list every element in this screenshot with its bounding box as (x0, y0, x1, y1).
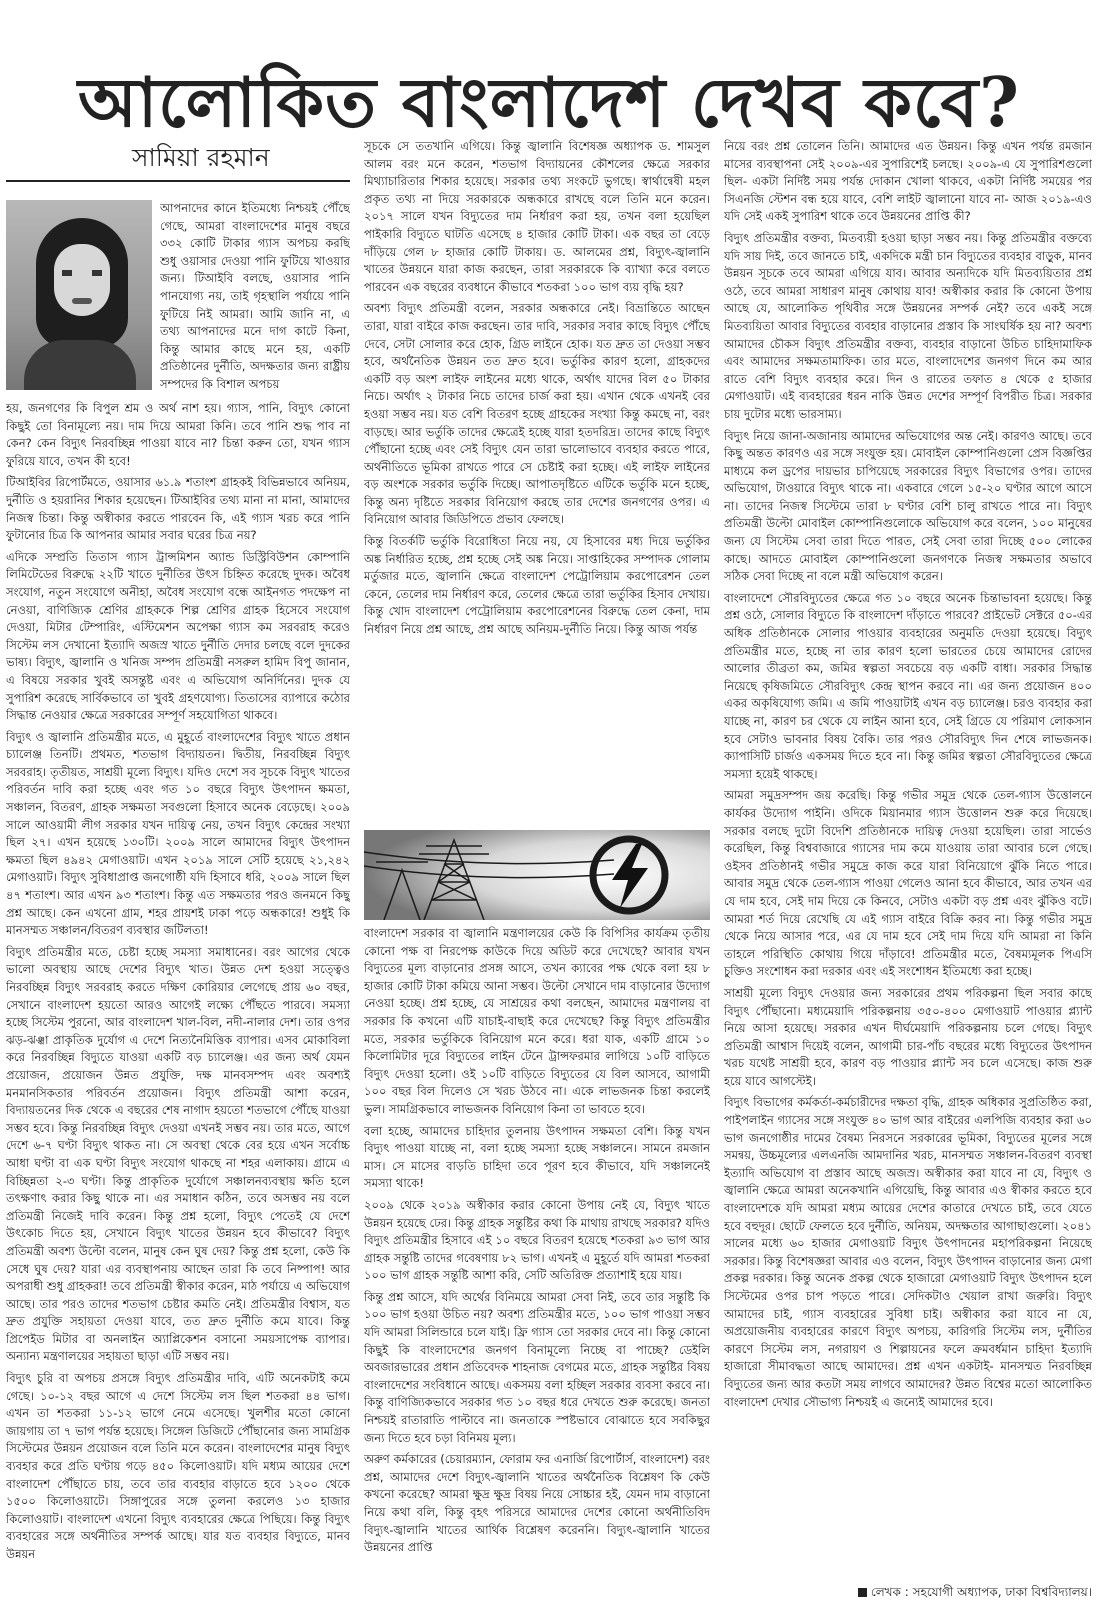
author-byline: সামিয়া রহমান (132, 143, 270, 172)
paragraph: কিন্তু বিতর্কটি ভর্তুকি বিরোধিতা নিয়ে নয়, যে হিসাবের মধ্য দিয়ে ভর্তুকির অঙ্ক নির্ধারিত হচ্ছে, প্রশ্ন হচ্ছে সেই অঙ্ক নিয়ে। সাপ্তাহিকের সম্পাদক গোলাম মর্তুজার মতে, জ্বালানি ক্ষেত্রে বাংলাদেশ পেট্রোলিয়াম করপোরেশন তেল কেনে, তেলের দাম নির্ধারণ করে, তেলের ক্ষেত্রে তারা ভর্তুকির হিসাব দেখায়। কিন্তু খোদ বাংলাদেশ পেট্রোলিয়াম করপোরেশনের বিরুদ্ধে তেল কেনা, দাম নির্ধারণ নিয়ে প্রশ্ন আছে, প্রশ্ন আছে অনিয়ম-দুর্নীতি নিয়ে। কিন্তু আজ পর্যন্ত (364, 534, 710, 637)
paragraph: টিআইবির রিপোর্টমতে, ওয়াসার ৬১.৯ শতাংশ গ্রাহকই বিভিন্নভাবে অনিয়ম, দুর্নীতি ও হয়রানির শিকার হয়েছেন। টিআইবির তথ্য মানা না মানা, আমাদের নিজস্ব চিন্তা। কিন্তু অস্বীকার করতে পারবেন কি, এই গ্যাস খরচ করে পানি ফুটানোর চিত্র কি আপনার আমার সবার ঘরের চিত্র নয়? (6, 475, 350, 543)
headline: আলোকিত বাংলাদেশ দেখব কবে? (77, 62, 1020, 143)
paragraph: বিদ্যুৎ প্রতিমন্ত্রীর বক্তব্য, মিতব্যয়ী হওয়া ছাড়া সম্ভব নয়। কিন্তু প্রতিমন্ত্রীর বক্তব্যে যদি সায় দিই, তবে জানতে চাই, একদিকে মন্ত্রী চান বিদ্যুতের ব্যবহার বাড়ুক, মানব উন্নয়ন সূচকে তবে আমরা এগিয়ে যাব। আবার অন্যদিকে যদি মিতব্যয়িতার প্রশ্ন ওঠে, তবে আমরা সাধারণ মানুষ কোথায় যাব! অস্বীকার করার কি কোনো উপায় আছে যে, আলোকিত পৃথিবীর সঙ্গে উন্নয়নের সম্পর্ক নেই? তবে একই সঙ্গে মিতব্যয়িতা আবার বিদ্যুতের ব্যবহার বাড়ানোর প্রস্তাব কি সাংঘর্ষিক হয় না? অবশ্য আমাদের চৌকস বিদ্যুৎ প্রতিমন্ত্রীর বক্তব্য, ব্যবহার বাড়ানো উচিত চাহিদামাফিক এবং আমাদের সক্ষমতামাফিক। তার মতে, বাংলাদেশের জনগণ দিনে কম আর রাতে বেশি বিদ্যুৎ ব্যবহার করে। দিন ও রাতের তফাত ৪ থেকে ৫ হাজার মেগাওয়াট। এই ব্যবহারের ধরন নাকি উন্নত দেশের সম্পূর্ণ বিপরীত চিত্র। সরকার চায় দুটোর মধ্যে ভারসাম্য। (724, 230, 1092, 421)
column-c (724, 138, 1092, 1578)
paragraph: বিদ্যুৎ ও জ্বালানি প্রতিমন্ত্রীর মতে, এ মুহূর্তে বাংলাদেশের বিদ্যুৎ খাতে প্রধান চ্যালেঞ্জ তিনটি। প্রথমত, শতভাগ বিদ্যায়তন। দ্বিতীয়, নিরবচ্ছিন্ন বিদ্যুৎ সরবরাহ। তৃতীয়ত, সাশ্রয়ী মূল্যে বিদ্যুৎ। যদিও দেশে সব সূচকে বিদ্যুৎ খাতের পরিবর্তন দাবি করা হচ্ছে এবং গত ১০ বছরে বিদ্যুৎ উৎপাদন ক্ষমতা, সঞ্চালন, বিতরণ, গ্রাহক সক্ষমতা সবগুলো হিসাবে অনেক বেড়েছে। ২০০৯ সালে আওয়ামী লীগ সরকার যখন দায়িত্ব নেয়, তখন বিদ্যুৎ কেন্দ্রের সংখ্যা ছিল ২৭। এখন হয়েছে ১৩০টি। ২০০৯ সালে আমাদের বিদ্যুৎ উৎপাদন ক্ষমতা ছিল ৪৯৪২ মেগাওয়াট। এখন ২০১৯ সালে সেটি হয়েছে ২১,২৪২ মেগাওয়াট। বিদ্যুৎ সুবিধাপ্রাপ্ত জনগোষ্ঠী যদি হিসাবে ধরি, ২০০৯ সালে ছিল ৪৭ শতাংশ। আর এখন ৯৩ শতাংশ। কিন্তু এত সক্ষমতার পরও জনমনে কিছু প্রশ্ন আছে। কেন এখনো গ্রাম, শহর প্রায়শই ঢাকা পড়ে অন্ধকারে! শুধুই কি মানসম্মত সঞ্চালন/বিতরণ ব্যবস্থার জটিলতা! (6, 729, 350, 938)
paragraph: বিদ্যুৎ চুরি বা অপচয় প্রসঙ্গে বিদ্যুৎ প্রতিমন্ত্রীর দাবি, এটি অনেকটাই কমে গেছে। ১০-১২ বছর আগে এ দেশে সিস্টেম লস ছিল শতকরা ৪৪ ভাগ। এখন তা শতকরা ১১-১২ ভাগে নেমে এসেছে। খুলশীর মতো কোনো জায়গায় তা ৭ ভাগ পর্যন্ত হয়েছে। সিঙ্গেল ডিজিটে পৌঁছানোর জন্য সামগ্রিক সিস্টেমের উন্নয়ন প্রয়োজন বলে তিনি মনে করেন। বাংলাদেশের মানুষ বিদ্যুৎ ব্যবহার করে প্রতি ঘণ্টায় গড়ে ৪৫০ কিলোওয়াট। যদি মধ্যম আয়ের দেশে বাংলাদেশ পৌঁছাতে চায়, তবে তার ব্যবহার বাড়াতে হবে ১২০০ থেকে ১৫০০ কিলোওয়াটে। সিঙ্গাপুরের সঙ্গে তুলনা করলেও ১৩ হাজার কিলোওয়াট। বাংলাদেশ এখনো বিদ্যুৎ ব্যবহারের ক্ষেত্রে পিছিয়ে। কিন্তু বিদ্যুৎ ব্যবহারের সঙ্গে অর্থনীতির সম্পর্ক আছে। যার যত ব্যবহার বিদ্যুতে, মানব উন্নয়ন (6, 1371, 350, 1561)
paragraph: ২০০৯ থেকে ২০১৯ অস্বীকার করার কোনো উপায় নেই যে, বিদ্যুৎ খাতে উন্নয়ন হয়েছে ঢের। কিন্তু গ্রাহক সন্তুষ্টির কথা কি মাথায় রাখছে সরকার? যদিও বিদ্যুৎ প্রতিমন্ত্রীর হিসাবে এই ১০ বছরে বিতরণ হয়েছে শতকরা ৯৩ ভাগ আর গ্রাহক সন্তুষ্টি তাদের গবেষণায় ৮২ ভাগ। এখনই এ মুহূর্তে যদি আমরা শতকরা ১০০ ভাগ গ্রাহক সন্তুষ্টি আশা করি, সেটি অতিরিক্ত প্রত্যাশাই হয়ে যায়। (364, 1197, 710, 1283)
column-a-top (160, 200, 350, 396)
paragraph: বিদ্যুৎ বিভাগের কর্মকর্তা-কর্মচারীদের দক্ষতা বৃদ্ধি, গ্রাহক অধিকার সুপ্রতিষ্ঠিত করা, পাইপলাইন গ্যাসের সঙ্গে সংযুক্ত ৪০ ভাগ আর বাইরের এলপিজি ব্যবহার করা ৬০ ভাগ জনগোষ্ঠীর দামের বৈষম্য নিরসনে সরকারের ভূমিকা, বিদ্যুতের মূলের সঙ্গে সমন্বয়, উচ্চমূল্যের এলএনজি আমদানির খরচ, মানসম্মত সঞ্চালন-বিতরণ ব্যবস্থা ইত্যাদি অভিযোগ বা প্রস্তাব আছে অজস্র। অস্বীকার করা যাবে না যে, বিদ্যুৎ ও জ্বালানি ক্ষেত্রে আমরা অনেকখানি এগিয়েছি, কিন্তু আবার এও স্বীকার করতে হবে বাংলাদেশকে যদি আমরা মধ্যম আয়ের দেশের কাতারে দেখতে চাই, তবে যেতে হবে বহুদূর। ছোটে ফেলতে হবে দুর্নীতি, অনিয়ম, অদক্ষতার আগাছাগুলো। ২০৪১ সালের মধ্যে ৬০ হাজার মেগাওয়াট বিদ্যুৎ উৎপাদনের মহাপরিকল্পনা নিয়েছে সরকার। কিন্তু বিশেষজ্ঞরা আবার এও বলেন, বিদ্যুৎ উৎপাদন বাড়ানোর জন্য মেগা প্রকল্প দরকার। কিন্তু অনেক প্রকল্প থেকে হাজারো মেগাওয়াট বিদ্যুৎ উৎপাদন হলে সিস্টেমের ওপর চাপ পড়তে পারে। সেদিকটাও খেয়াল রাখা জরুরি। বিদ্যুৎ আমাদের চাই, গ্যাস ব্যবহারের সুবিধা চাই। অস্বীকার করা যাবে না যে, অপ্রয়োজনীয় ব্যবহারের কারণে বিদ্যুৎ অপচয়, কারিগরি সিস্টেম লস, দুর্নীতির কারণে সিস্টেম লস, নগরায়ণ ও শিল্পায়নের ফলে ক্রমবর্ধমান চাহিদা ইত্যাদি হাজারো সীমাবদ্ধতা আছে আমাদের। প্রশ্ন এখন একটাই- মানসম্মত নিরবচ্ছিন্ন বিদ্যুতের জন্য আর কতটা সময় লাগবে আমাদের? উন্নত বিশ্বের মতো আলোকিত বাংলাদেশ দেখার সৌভাগ্য নিশ্চয়ই এ জন্যেই আমাদের হবে। (724, 1095, 1092, 1409)
paragraph: আমরা সমুদ্রসম্পদ জয় করেছি। কিন্তু গভীর সমুদ্র থেকে তেল-গ্যাস উত্তোলনে কার্যকর উদ্যোগ পাইনি। ওদিকে মিয়ানমার গ্যাস উত্তোলন শুরু করে দিয়েছে। সরকার বলছে দুটো বিদেশি প্রতিষ্ঠানকে দায়িত্ব দেওয়া হয়েছিল। তারা সার্ভেও করেছিল, কিন্তু বিশ্ববাজারে গ্যাসের দাম কমে যাওয়ায় তারা আবার চলে গেছে। ওইসব প্রতিষ্ঠানই গভীর সমুদ্রে কাজ করে যারা বিনিয়োগে ঝুঁকি নিতে পারে। আবার সমুদ্র থেকে তেল-গ্যাস পাওয়া গেলেও আনা হবে কীভাবে, আর তখন এর যে দাম হবে, সেই দাম দিয়ে কে কিনবে, সেটাও একটা বড় প্রশ্ন এবং ঝুঁকিও বটে। আমরা শর্ত দিয়ে রেখেছি যে এই গ্যাস বাইরে বিক্রি করব না। কিন্তু গভীর সমুদ্র থেকে নিয়ে আসার পরে, এর যে দাম হবে সেই দাম দিয়ে যদি আমরা না কিনি তাহলে পরিস্থিতি কোথায় গিয়ে দাঁড়াবে! প্রতিমন্ত্রীর মতে, বৈষম্যমূলক পিএসি চুক্তিও সংশোধন করা দরকার এবং এই সংশোধন ইতিমধ্যে করা হচ্ছে। (724, 788, 1092, 979)
paragraph: নিয়ে বরং প্রশ্ন তোলেন তিনি। আমাদের এত উন্নয়ন। কিন্তু এখন পর্যন্ত রমজান মাসের ব্যবস্থাপনা সেই ২০০৯-এর সুপারিশেই চলছে। ২০০৯-এ যে সুপারিশগুলো ছিল- একটা নির্দিষ্ট সময় পর্যন্ত দোকান খোলা থাকবে, একটা নির্দিষ্ট সময়ের পর সিএনজি স্টেশন বন্ধ হয়ে যাবে, বেশি লাইট জ্বালানো যাবে না- আজ ২০১৯-এও যদি সেই একই সুপারিশ থাকে তবে উন্নয়নের প্রাপ্তি কী? (724, 139, 1092, 224)
column-a-bottom (6, 400, 350, 1600)
paragraph: বলা হচ্ছে, আমাদের চাহিদার তুলনায় উৎপাদন সক্ষমতা বেশি। কিন্তু যখন বিদ্যুৎ পাওয়া যাচ্ছে না, বলা হচ্ছে সমস্যা হচ্ছে সঞ্চালনে। সামনে রমজান মাস। সে মাসের বাড়তি চাহিদা তবে পূরণ হবে কীভাবে, যদি সঞ্চালনেই সমস্যা থাকে! (364, 1123, 710, 1191)
paragraph: কিন্তু প্রশ্ন আসে, যদি অর্থের বিনিময়ে আমরা সেবা নিই, তবে তার সন্তুষ্টি কি ১০০ ভাগ হওয়া উচিত নয়? অবশ্য প্রতিমন্ত্রীর মতে, ১০০ ভাগ পাওয়া সম্ভব যদি আমরা সিলিন্ডারে চলে যাই। ফ্রি গ্যাস তো সরকার দেবে না। কিন্তু কোনো কিছুই কি বাংলাদেশের জনগণ বিনামূল্যে নিচ্ছে বা পাচ্ছে? ডেইলি অবজারভারের প্রধান প্রতিবেদক শাহনাজ বেগমের মতে, গ্রাহক সন্তুষ্টির বিষয় বাংলাদেশের সংবিধানে আছে। একসময় বলা হচ্ছিল সরকার ব্যবসা করবে না। কিন্তু বাণিজ্যিকভাবে সরকার গত ১০ বছর ধরে দেখতে শুরু করেছে। জনতা নিশ্চয়ই রাতারাতি পাল্টাবে না। জনতাকে স্পষ্টভাবে বোঝাতে হবে সবকিছুর জন্য দিতে হবে চড়া বিনিময় মূল্য। (364, 1289, 710, 1445)
paragraph: আপনাদের কানে ইতিমধ্যে নিশ্চয়ই পৌঁছে গেছে, আমরা বাংলাদেশের মানুষ বছরে ৩৩২ কোটি টাকার গ্যাস অপচয় করছি শুধু ওয়াসার দেওয়া পানি ফুটিয়ে খাওয়ার জন্য। টিআইবি বলছে, ওয়াসার পানি পানযোগ্য নয়, তাই গৃহস্থালি পর্যায়ে পানি ফুটিয়ে নিই আমরা। আমি জানি না, এ তথ্য আপনাদের মনে দাগ কাটে কিনা, কিন্তু আমার কাছে মনে হয়, একটি প্রতিষ্ঠানের দুর্নীতি, অদক্ষতার জন্য রাষ্ট্রীয় সম্পদের কি বিশাল অপচয় (160, 201, 350, 391)
paragraph: অরুণ কর্মকারের (চেয়ারম্যান, ফোরাম ফর এনার্জি রিপোর্টার্স, বাংলাদেশ) বরং প্রশ্ন, আমাদের দেশে বিদ্যুৎ-জ্বালানি খাতের অর্থনৈতিক বিশ্লেষণ কি কেউ কখনো করেছে? আমরা ক্ষুদ্র ক্ষুদ্র বিষয় নিয়ে সোচ্চার হই, যেমন দাম বাড়ানো নিয়ে কথা বলি, কিন্তু বৃহৎ পরিসরে আমাদের দেশের কোনো অর্থনীতিবিদ বিদ্যুৎ-জ্বালানি খাতের আর্থিক বিশ্লেষণ করেননি। বিদ্যুৎ-জ্বালানি খাতের উন্নয়নের প্রাপ্তি (364, 1452, 710, 1555)
author-photo (6, 200, 152, 390)
paragraph: বিদ্যুৎ প্রতিমন্ত্রীর মতে, চেষ্টা হচ্ছে সমস্যা সমাধানের। বরং আগের থেকে ভালো অবস্থায় আছে দেশের বিদ্যুৎ খাত। উন্নত দেশ হওয়া সত্ত্বেও নিরবচ্ছিন্ন বিদ্যুৎ সরবরাহ করতে দক্ষিণ কোরিয়ার লেগেছে প্রায় ৬০ বছর, সেখানে বাংলাদেশ হয়তো আরও আগেই লক্ষ্যে পৌঁছতে পারবে। সমস্যা হচ্ছে সিস্টেম পুরনো, আর বাংলাদেশ খাল-বিল, নদী-নালার দেশ। তার ওপর ঝড়-ঝঞ্ঝা প্রাকৃতিক দুর্যোগ এ দেশে নিত্যনৈমিত্তিক ব্যাপার। এসব মোকাবিলা করে নিরবচ্ছিন্ন বিদ্যুতে যাওয়া একটি বড় চ্যালেঞ্জ। এর জন্য অর্থ যেমন প্রয়োজন, প্রয়োজন উন্নত প্রযুক্তি, দক্ষ মানবসম্পদ এবং অবশ্যই মনমানসিকতার পরিবর্তন প্রয়োজন। বিদ্যুৎ প্রতিমন্ত্রী আশা করেন, বিদ্যায়তনের দিক থেকে এ বছরের শেষ নাগাদ হয়তো শতভাগে পৌঁছে যাওয়া সম্ভব হবে। কিন্তু নিরবচ্ছিন্ন বিদ্যুৎ দেওয়া এখনই সম্ভব নয়। তার মতে, আগে দেশে ৬-৭ ঘণ্টা বিদ্যুৎ থাকত না। সে অবস্থা থেকে বের হয়ে এখন সর্বোচ্চ আধা ঘণ্টা বা এক ঘণ্টা বিদ্যুৎ সংযোগ থাকছে না শহর এলাকায়। গ্রামে এ বিচ্ছিন্নতা ২-৩ ঘণ্টা। কিন্তু প্রাকৃতিক দুর্যোগে সঞ্চালনব্যবস্থায় ক্ষতি হলে তৎক্ষণাৎ করার কিছু থাকে না। এর সমাধান কঠিন, তবে অসম্ভব নয় বলে প্রতিমন্ত্রী নিজেই দাবি করেন। কিন্তু প্রশ্ন হলো, বিদ্যুৎ পেতেই যে দেশে উৎকোচ দিতে হয়, সেখানে বিদ্যুৎ খাতের উন্নয়ন হবে কীভাবে? বিদ্যুৎ প্রতিমন্ত্রী অবশ্য উল্টো বলেন, মানুষ কেন ঘুষ দেয়? কিন্তু প্রশ্ন হলো, কেউ কি সেধে ঘুষ দেয়? যারা এর ব্যবস্থাপনায় আছেন তারা কি তবে নিষ্পাপ! আর অপরাধী শুধু গ্রাহকরা! তবে প্রতিমন্ত্রী স্বীকার করেন, মাঠ পর্যায়ে এ অভিযোগ আছে। তার পরও তাদের শতভাগ চেষ্টার কমতি নেই। প্রতিমন্ত্রীর বিশ্বাস, যত দ্রুত প্রযুক্তি সহায়তা দেওয়া যাবে, তত দ্রুত দুর্নীতি কমে যাবে। কিন্তু প্রিপেইড মিটার বা অনলাইন অ্যাপ্লিকেশন বসানো সময়সাপেক্ষ ব্যাপার। অন্যান্য মন্ত্রণালয়ের সহায়তা ছাড়া এটি সম্ভব নয়। (6, 944, 350, 1364)
paragraph: বাংলাদেশ সরকার বা জ্বালানি মন্ত্রণালয়ের কেউ কি বিপিসির কার্যক্রম তৃতীয় কোনো পক্ষ বা নিরপেক্ষ কাউকে দিয়ে অডিট করে দেখেছে? আবার যখন বিদ্যুতের মূল্য বাড়ানোর প্রসঙ্গ আসে, তখন ক্যাবের পক্ষ থেকে বলা হয় ৮ হাজার কোটি টাকা কমিয়ে আনা সম্ভব। উল্টো সেখানে দাম বাড়ানোর উদ্যোগ নেওয়া হচ্ছে। প্রশ্ন হচ্ছে, যে সাশ্রয়ের কথা বলছেন, আমাদের মন্ত্রণালয় বা সরকার কি কখনো এটি যাচাই-বাছাই করে দেখেছে? কিন্তু বিদ্যুৎ প্রতিমন্ত্রীর মতে, সরকার ভর্তুকিকে বিনিয়োগ মনে করে। ধরা যাক, একটি গ্রামে ১০ কিলোমিটার দূরে বিদ্যুতের লাইন টেনে ট্রান্সফরমার লাগিয়ে ১০টি বাড়িতে বিদ্যুৎ দেওয়া হলো। ওই ১০টি বাড়িতে বিদ্যুতের যে বিল আসবে, আগামী ১০০ বছর বিল দিলেও সে খরচ উঠবে না। একে লাভজনক চিন্তা করলেই ভুল। সামগ্রিকভাবে লাভজনক বিনিয়োগ কিনা তা ভাবতে হবে। (364, 926, 710, 1116)
paragraph: বাংলাদেশে সৌরবিদ্যুতের ক্ষেত্রে গত ১০ বছরে অনেক চিন্তাভাবনা হয়েছে। কিন্তু প্রশ্ন ওঠে, সোলার বিদ্যুতে কি বাংলাদেশ দাঁড়াতে পারবে? প্রাইভেট সেক্টরে ৫০-এর অধিক প্রতিষ্ঠানকে সোলার পাওয়ার ব্যবহারের অনুমতি দেওয়া হয়েছে। বিদ্যুৎ প্রতিমন্ত্রীর মতে, হচ্ছে না তার কারণ হলো ভারতের চেয়ে আমাদের রোদের আলোর তীব্রতা কম, জমির স্বল্পতা সবচেয়ে বড় একটি বাধা। সরকার সিদ্ধান্ত নিয়েছে কৃষিজমিতে সৌরবিদ্যুৎ কেন্দ্র স্থাপন করবে না। এর জন্য প্রয়োজন ৪০০ একর অকৃষিযোগ্য জমি। এ জমি পাওয়াটাই এখন বড় চ্যালেঞ্জ। চরও ব্যবহার করা যাচ্ছে না, কারণ চর থেকে যে লাইন আনা হবে, সেই গ্রিডে যে পরিমাণ লোকসান হবে সেটাও ভাবনার বিষয় বৈকি। তার পরও সৌরবিদ্যুৎ দিন শেষে লাভজনক। ক্যাপাসিটি চার্জও একসময় দিতে হবে না। কিন্তু জমির স্বল্পতা সৌরবিদ্যুতের ক্ষেত্রে সমস্যা হয়েই থাকছে। (724, 590, 1092, 781)
electricity-illustration (364, 830, 710, 920)
column-b-top (364, 138, 710, 828)
author-note (724, 1584, 1092, 1604)
author-note-text: লেখক : সহযোগী অধ্যাপক, ঢাকা বিশ্ববিদ্যালয়। (870, 1585, 1092, 1599)
paragraph: অবশ্য বিদ্যুৎ প্রতিমন্ত্রী বলেন, সরকার অন্ধকারে নেই। বিভ্রান্তিতে আছেন তারা, যারা বাইরে কাজ করছেন। তার দাবি, সরকার সবার কাছে বিদ্যুৎ পৌঁছে দেবে, সেটা সোলার করে হোক, গ্রিড লাইনে হোক। যত দ্রুত তা দেওয়া সম্ভব হবে, অর্থনৈতিক উন্নয়ন তত দ্রুত হবে। ভর্তুকির কারণ হলো, গ্রাহকদের একটি বড় অংশ লাইফ লাইনের মধ্যে থাকে, অর্থাৎ যাদের বিল ৫০ টাকার নিচে। অর্থাৎ ২ টাকার নিচে তাদের চার্জ করা হয়। এখান থেকে এখনই বের হওয়া সম্ভব নয়। যত বেশি বিতরণ হচ্ছে গ্রাহকের সংখ্যা কিন্তু কমছে না, বরং বাড়ছে। আর ভর্তুকি তাদের ক্ষেত্রেই হচ্ছে যারা হতদরিদ্র। তাদের কাছে বিদ্যুৎ পৌঁছানো হচ্ছে এবং সেই বিদ্যুৎ যেন তারা ভালোভাবে ব্যবহার করতে পারে, অর্থনীতিতে ভূমিকা রাখতে পারে সে চেষ্টাই করা হচ্ছে। এই লাইফ লাইনের বড় অংশকে সরকার ভর্তুকি দিচ্ছে। আপাতদৃষ্টিতে এটিকে ভর্তুকি মনে হচ্ছে, কিন্তু অন্য দৃষ্টিতে সরকার বিনিয়োগ করছে তার দেশের জনগণের ওপর। এ বিনিয়োগ আবার জিডিপিতে প্রভাব ফেলছে। (364, 301, 710, 527)
paragraph: সাশ্রয়ী মূল্যে বিদ্যুৎ দেওয়ার জন্য সরকারের প্রথম পরিকল্পনা ছিল সবার কাছে বিদ্যুৎ পৌঁছানো। মধ্যমেয়াদি পরিকল্পনায় ৩৫০-৪০০ মেগাওয়াট পাওয়ার প্ল্যান্ট নিয়ে আসা হয়েছে। সরকার এখন দীর্ঘমেয়াদি পরিকল্পনায় চলে গেছে। বিদ্যুৎ প্রতিমন্ত্রী আশ্বাস দিয়েই বলেন, আগামী চার-পাঁচ বছরের মধ্যে বিদ্যুতের উৎপাদন খরচ যথেষ্ট সাশ্রয়ী হবে, কারণ বড় পাওয়ার প্ল্যান্ট সব চলে এসেছে। কাজ শুরু হয়ে যাবে আগস্টেই। (724, 985, 1092, 1088)
paragraph: সূচকে সে ততখানি এগিয়ে। কিন্তু জ্বালানি বিশেষজ্ঞ অধ্যাপক ড. শামসুল আলম বরং মনে করেন, শতভাগ বিদ্যায়নের কৌশলের ক্ষেত্রে সরকার মিথ্যাচারিতার শিকার হয়েছে। সরকার তথ্য সংকটে ভুগছে। স্বার্থান্বেষী মহল প্রকৃত তথ্য না দিয়ে সরকারকে অন্ধকারে রাখছে বলে তিনি মনে করেন। ২০১৭ সালে যখন বিদ্যুতের দাম নির্ধারণ করা হয়, তখন বলা হয়েছিল পাইকারি বিদ্যুতে ঘাটতি এসেছে ৪ হাজার কোটি টাকা। এক বছর তা বেড়ে দাঁড়িয়ে গেল ৮ হাজার কোটি টাকায়। ড. আলমের প্রশ্ন, বিদ্যুৎ-জ্বালানি খাতের উন্নয়নে যারা কাজ করছেন, তারা সরকারকে কি ব্যাখ্যা করে বলতে পারবেন এক বছরের ব্যবধানে কীভাবে শতকরা ১০০ ভাগ ব্যয় বৃদ্ধি হয়? (364, 139, 710, 294)
paragraph: বিদ্যুৎ নিয়ে জানা-অজানায় আমাদের অভিযোগের অন্ত নেই। কারণও আছে। তবে কিছু অন্তত কারণও এর সঙ্গে সংযুক্ত হয়। মোবাইল কোম্পানিগুলো প্রেস বিজ্ঞপ্তির মাধ্যমে কল ড্রপের দায়ভার চাপিয়েছে সরকারের বিদ্যুৎ বিভাগের ওপর। তাদের অভিযোগ, টাওয়ারে বিদ্যুৎ থাকে না। একবারে গেলে ১৫-২০ ঘণ্টার আগে আসে না। তাদের নিজস্ব সিস্টেমে তারা ৮ ঘণ্টার বেশি চালু রাখতে পারে না। বিদ্যুৎ প্রতিমন্ত্রী উল্টো মোবাইল কোম্পানিগুলোকে অভিযোগ করে বলেন, ১০০ মানুষের জন্য যে সিস্টেম সেবা তারা দিতে পারত, সেই সেবা তারা দিচ্ছে ৫০০ লোকের কাছে। আদতে মোবাইল কোম্পানিগুলো জনগণকে নিজস্ব সক্ষমতার অভাবে সঠিক সেবা দিচ্ছে না বলে মন্ত্রী অভিযোগ করেন। (724, 428, 1092, 584)
column-b-bottom (364, 925, 710, 1600)
pylon-bolt-graphic (364, 830, 710, 920)
paragraph: হয়, জনগণের কি বিপুল শ্রম ও অর্থ নাশ হয়। গ্যাস, পানি, বিদ্যুৎ কোনো কিছুই তো বিনামূল্যে নয়। দাম দিয়ে আমরা কিনি। তবে পানি শুদ্ধ পাব না কেন? কেন বিদ্যুৎ নিরবচ্ছিন্ন পাওয়া যাবে না? চিন্তা করুন তো, যখন গ্যাস ফুরিয়ে যাবে, তখন কী হবে! (6, 401, 350, 468)
paragraph: এদিকে সম্প্রতি তিতাস গ্যাস ট্রান্সমিশন অ্যান্ড ডিস্ট্রিবিউশন কোম্পানি লিমিটেডের বিরুদ্ধে ২২টি খাতে দুর্নীতির উৎস চিহ্নিত করেছে দুদক। অবৈধ সংযোগ, নতুন সংযোগে অনীহা, অবৈধ সংযোগ বন্ধে আইনগত পদক্ষেপ না নেওয়া, বাণিজ্যিক শ্রেণির গ্রাহককে শিল্প শ্রেণির গ্রাহক হিসেবে সংযোগ দেওয়া, মিটার টেম্পারিং, এস্টিমেশন অপেক্ষা গ্যাস কম সরবরাহ করেও সিস্টেম লস দেখানো ইত্যাদি অজস্র খাতে দুর্নীতি দেদার চলছে বলে দুদকের ভাষ্য। বিদ্যুৎ, জ্বালানি ও খনিজ সম্পদ প্রতিমন্ত্রী নসরুল হামিদ বিপু জানান, এ বিষয়ে সরকার খুবই অসন্তুষ্ট এবং এ অভিযোগ অনির্দিনের। দুদক যে সুপারিশ করেছে সার্বিকভাবে তা খুবই গ্রহণযোগ্য। তিতাসের ব্যাপারে কঠোর সিদ্ধান্ত নেওয়ার ক্ষেত্রে সরকারের সম্পূর্ণ সহযোগিতা থাকবে। (6, 549, 350, 723)
byline-rule (6, 180, 350, 182)
square-bullet-icon (858, 1588, 867, 1597)
